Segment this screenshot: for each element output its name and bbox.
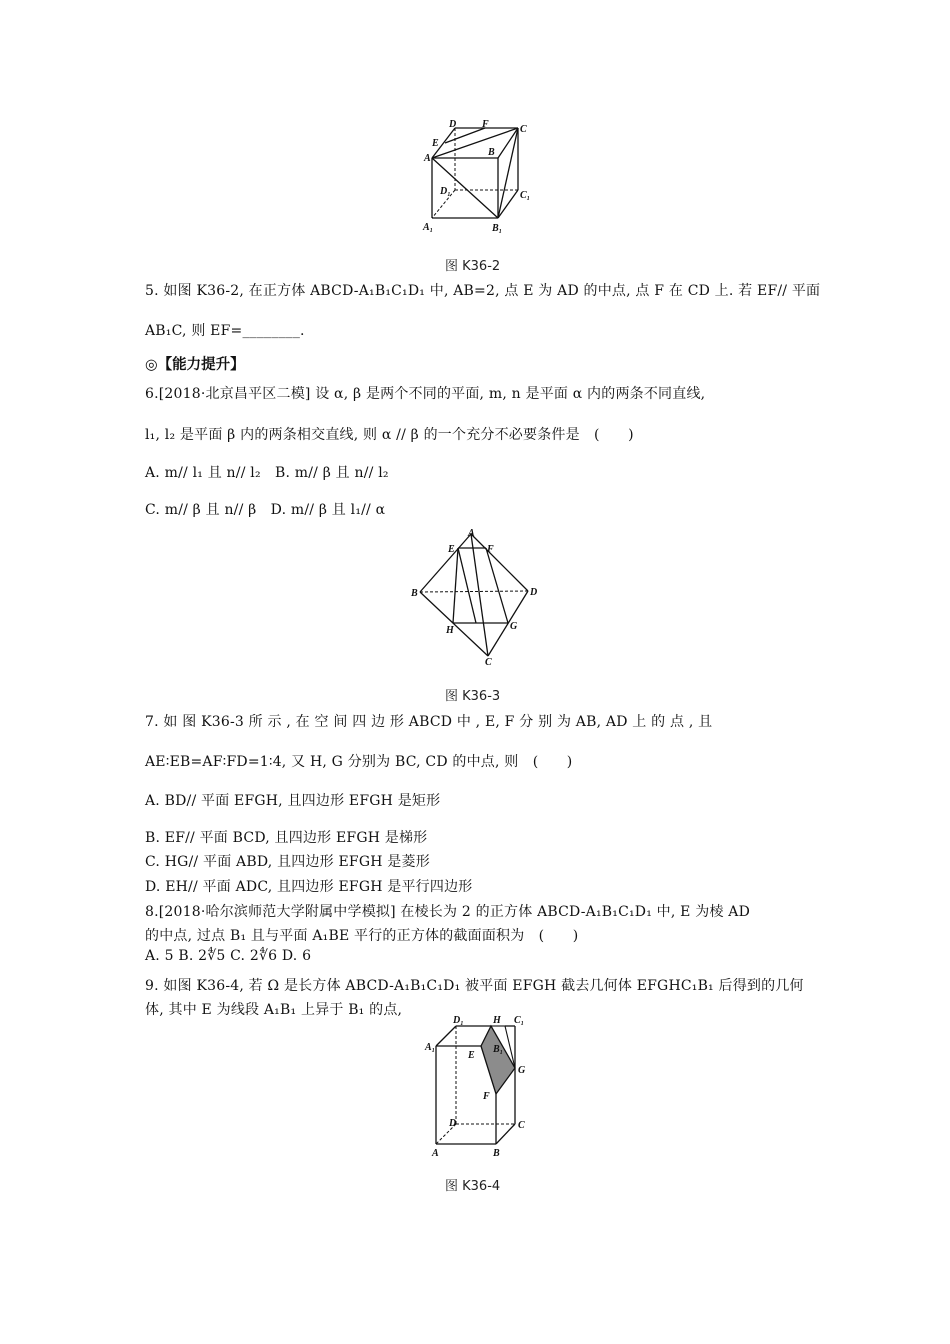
label-a1: A₁ [423,222,434,233]
label-d1: D₁ [440,186,451,197]
figure-caption-k36-2: 图 K36-2 [445,259,501,274]
label-c: C [520,124,527,135]
question-6-line-2: l₁, l₂ 是平面 β 内的两条相交直线, 则 α // β 的一个充分不必要条件是 ( ) [145,427,634,443]
label-a: A [424,153,431,164]
label-d: D [449,1118,457,1129]
question-7-option-d: D. EH// 平面 ADC, 且四边形 EFGH 是平行四边形 [145,879,473,895]
question-7-line-1: 7. 如 图 K36-3 所 示 , 在 空 间 四 边 形 ABCD 中 , E, F 分 别 为 AB, AD 上 的 点 , 且 [145,714,713,730]
label-g: G [510,621,518,632]
label-h: H [493,1015,501,1026]
label-d: D [530,587,538,598]
shaded-cut-face [481,1026,515,1094]
question-9-line-2: 体, 其中 E 为线段 A₁B₁ 上异于 B₁ 的点, [145,1002,403,1018]
label-b: B [493,1148,500,1159]
label-d: D [449,119,457,130]
label-b: B [488,147,495,158]
figure-caption-k36-4: 图 K36-4 [445,1179,501,1194]
question-7-line-2: AE∶EB=AF∶FD=1∶4, 又 H, G 分别为 BC, CD 的中点, 则 ( ) [145,754,573,770]
question-5-line-1: 5. 如图 K36-2, 在正方体 ABCD-A₁B₁C₁D₁ 中, AB=2, 点 E 为 AD 的中点, 点 F 在 CD 上. 若 EF// 平面 [145,283,821,299]
label-f: F [487,544,494,555]
label-b1: B₁ [492,223,503,234]
question-8-line-2: 的中点, 过点 B₁ 且与平面 A₁BE 平行的正方体的截面面积为 ( ) [145,928,579,944]
label-c1: C₁ [514,1015,525,1026]
question-7-option-b: B. EF// 平面 BCD, 且四边形 EFGH 是梯形 [145,830,428,846]
label-a1: A₁ [425,1042,436,1053]
figure-caption-k36-3: 图 K36-3 [445,689,501,704]
label-d1: D₁ [453,1015,464,1026]
label-b1: B₁ [493,1044,504,1055]
question-6-options-ab: A. m// l₁ 且 n// l₂ B. m// β 且 n// l₂ [145,465,389,481]
label-a: A [468,528,475,539]
question-7-option-c: C. HG// 平面 ABD, 且四边形 EFGH 是菱形 [145,854,430,870]
figure-k36-4 [423,1016,543,1161]
label-c1: C₁ [520,190,531,201]
label-f: F [482,119,489,130]
question-8-options: A. 5 B. 2∜5 C. 2∜6 D. 6 [145,948,312,964]
question-6-line-1: 6.[2018·北京昌平区二模] 设 α, β 是两个不同的平面, m, n 是平面 α 内的两条不同直线, [145,386,706,402]
label-g: G [518,1065,526,1076]
question-7-option-a: A. BD// 平面 EFGH, 且四边形 EFGH 是矩形 [145,793,441,809]
question-9-line-1: 9. 如图 K36-4, 若 Ω 是长方体 ABCD-A₁B₁C₁D₁ 被平面 EFGH 截去几何体 EFGHC₁B₁ 后得到的几何 [145,978,804,994]
label-a: A [432,1148,439,1159]
label-f: F [483,1091,490,1102]
label-b: B [411,588,418,599]
label-c: C [518,1120,525,1131]
label-e: E [448,544,455,555]
label-h: H [446,625,454,636]
question-6-options-cd: C. m// β 且 n// β D. m// β 且 l₁// α [145,502,386,518]
section-heading-ability: ◎【能力提升】 [145,357,245,373]
question-8-line-1: 8.[2018·哈尔滨师范大学附属中学模拟] 在棱长为 2 的正方体 ABCD-A₁B₁C₁D₁ 中, E 为棱 AD [145,904,751,920]
figure-k36-2 [420,118,540,236]
label-e: E [468,1050,475,1061]
label-c: C [485,657,492,668]
label-e: E [432,138,439,149]
figure-k36-3 [408,528,548,668]
question-5-line-2: AB₁C, 则 EF=________. [145,323,305,339]
